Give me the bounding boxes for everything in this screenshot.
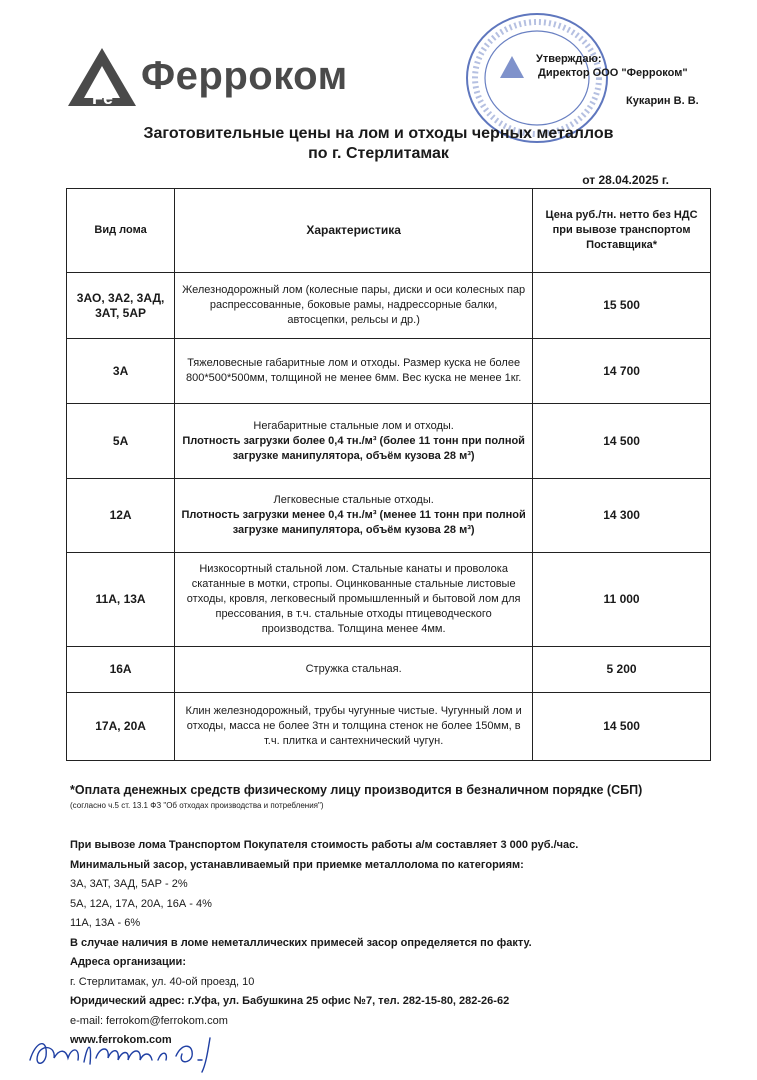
- cell-price: 14 500: [533, 404, 711, 479]
- handwritten-signature: [26, 1030, 266, 1074]
- info-legal: Юридический адрес: г.Уфа, ул. Бабушкина 25 офис №7, тел. 282-15-80, 282-26-62: [70, 995, 510, 1007]
- cell-kind: 3А: [67, 339, 175, 404]
- info-addr-1: г. Стерлитамак, ул. 40-ой проезд, 10: [70, 975, 255, 988]
- info-email: e-mail: ferrokom@ferrokom.com: [70, 1014, 228, 1027]
- cell-kind: 3АО, 3А2, 3АД, 3АТ, 5АР: [67, 273, 175, 339]
- header-price-line-2: при вывозе транспортом: [552, 224, 691, 236]
- title-line-2: по г. Стерлитамак: [308, 145, 449, 162]
- cell-kind: 11А, 13А: [67, 553, 175, 647]
- cell-desc-text: Негабаритные стальные лом и отходы.: [253, 419, 454, 432]
- table-header-row: [67, 189, 711, 273]
- cell-desc: Тяжеловесные габаритные лом и отходы. Размер куска не более 800*500*500мм, толщиной не менее 6мм. Вес куска не менее 1кг.: [175, 339, 533, 404]
- title-line-1: Заготовительные цены на лом и отходы черных металлов: [143, 125, 614, 142]
- cell-price: 14 500: [533, 693, 711, 761]
- cell-price: 14 300: [533, 479, 711, 553]
- payment-reference: (согласно ч.5 ст. 13.1 ФЗ "Об отходах производства и потребления"): [70, 801, 324, 810]
- info-min-2: 5А, 12А, 17А, 20А, 16А - 4%: [70, 897, 212, 910]
- header-price: [533, 189, 711, 273]
- approval-line-2: Директор ООО "Ферроком": [538, 67, 688, 79]
- table-row: [67, 693, 711, 761]
- table-row: [67, 404, 711, 479]
- document-title: [0, 124, 757, 164]
- cell-price: 14 700: [533, 339, 711, 404]
- approval-block: [536, 52, 699, 108]
- cell-desc-bold: Плотность загрузки менее 0,4 тн./м³ (менее 11 тонн при полной загрузке манипулятора, объём кузова 28 м³): [181, 509, 526, 536]
- payment-note: *Оплата денежных средств физическому лицу производится в безналичном порядке (СБП): [70, 783, 643, 797]
- header-price-line-3: Поставщика*: [586, 239, 657, 251]
- info-min-3: 11А, 13А - 6%: [70, 917, 141, 929]
- cell-desc-bold: Плотность загрузки более 0,4 тн./м³ (более 11 тонн при полной загрузке манипулятора, объём кузова 28 м³): [182, 434, 525, 462]
- cell-kind: 12А: [67, 479, 175, 553]
- info-addr-title: Адреса организации:: [70, 956, 186, 968]
- cell-price: 11 000: [533, 553, 711, 647]
- info-min-1: 3А, 3АТ, 3АД, 5АР - 2%: [70, 878, 188, 890]
- logo-name: Ферроком: [141, 54, 348, 98]
- info-transport: При вывозе лома Транспортом Покупателя стоимость работы а/м составляет 3 000 руб./час.: [70, 839, 579, 851]
- info-nonmetal: В случае наличия в ломе неметаллических примесей засор определяется по факту.: [70, 936, 532, 949]
- approval-line-3: Кукарин В. В.: [626, 95, 699, 107]
- cell-price: 15 500: [533, 273, 711, 339]
- approval-line-1: Утверждаю:: [536, 53, 602, 65]
- company-logo: [68, 46, 368, 108]
- cell-desc: [175, 404, 533, 479]
- logo-triangle-icon: [68, 46, 138, 108]
- cell-price: 5 200: [533, 647, 711, 693]
- cell-desc: Низкосортный стальной лом. Стальные канаты и проволока скатанные в мотки, стропы. Оцинкованные стальные листовые отходы, кровля, легковесный промышленный и бытовой лом для прессования, в т.ч. стальные отходы птицеводческого производства. Толщина менее 4мм.: [175, 553, 533, 647]
- header-kind: Вид лома: [67, 189, 175, 273]
- table-row: [67, 273, 711, 339]
- table-row: [67, 553, 711, 647]
- info-min-title: Минимальный засор, устанавливаемый при приемке металлолома по категориям:: [70, 858, 524, 871]
- cell-desc-text: Легковесные стальные отходы.: [273, 494, 434, 506]
- header-desc: Характеристика: [175, 189, 533, 273]
- cell-kind: 17А, 20А: [67, 693, 175, 761]
- table-row: [67, 479, 711, 553]
- cell-desc: Клин железнодорожный, трубы чугунные чистые. Чугунный лом и отходы, масса не более 3тн и толщина стенок не более 150мм, в т.ч. плитка и сантехнический чугун.: [175, 693, 533, 761]
- cell-kind: 5А: [67, 404, 175, 479]
- info-site: www.ferrokom.com: [70, 1034, 172, 1046]
- cell-desc: Железнодорожный лом (колесные пары, диски и оси колесных пар распрессованные, боковые рамы, надрессорные балки, автосцепки, рельсы и др.): [175, 273, 533, 339]
- table-row: [67, 339, 711, 404]
- table-row: [67, 647, 711, 693]
- logo-mark: Fe: [92, 88, 114, 108]
- price-table: [66, 188, 711, 761]
- cell-kind: 16А: [67, 647, 175, 693]
- info-block: [70, 836, 578, 1051]
- header-price-line-1: Цена руб./тн. нетто без НДС: [545, 209, 698, 221]
- document-date: от 28.04.2025 г.: [582, 173, 669, 187]
- cell-desc: [175, 479, 533, 553]
- cell-desc: Стружка стальная.: [175, 647, 533, 693]
